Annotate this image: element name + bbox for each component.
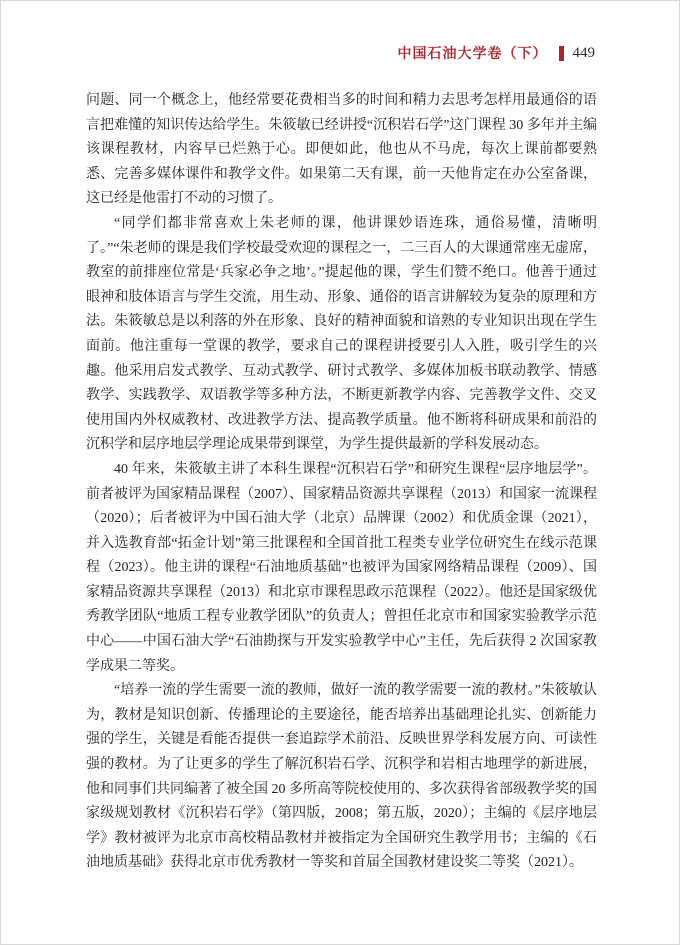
running-head-title: 中国石油大学卷（下）: [397, 45, 548, 61]
paragraph-3: 40 年来，朱筱敏主讲了本科生课程“沉积岩石学”和研究生课程“层序地层学”。前者被评为国家精品课程（2007）、国家精品资源共享课程（2013）和国家一流课程（2020）；后者被评为中国石油大学（北京）品牌课（2002）和优质金课（2021），并入选教育部“拓金计划”第三批课程和全国首批工程类专业学位研究生在线示范课程（2023）。他主讲的课程“石油地质基础”也被评为国家网络精品课程（2009）、国家精品资源共享课程（2013）和北京市课程思政示范课程（2022）。他还是国家级优秀教学团队“地质工程专业教学团队”的负责人；曾担任北京市和国家实验教学示范中心——中国石油大学“石油勘探与开发实验教学中心”主任，先后获得 2 次国家教学成果二等奖。: [86, 461, 597, 674]
paragraph-1: 问题、同一个概念上，他经常要花费相当多的时间和精力去思考怎样用最通俗的语言把难懂的知识传达给学生。朱筱敏已经讲授“沉积岩石学”这门课程 30 多年并主编该课程教材，内容早已烂熟于心。即便如此，他也从不马虎，每次上课前都要熟悉、完善多媒体课件和教学文件。如果第二天有课，前一天他肯定在办公室备课，这已经是他雷打不动的习惯了。: [86, 93, 597, 207]
page-body: [86, 89, 597, 876]
paragraph-4: “培养一流的学生需要一流的教师，做好一流的教学需要一流的教材。”朱筱敏认为，教材是知识创新、传播理论的主要途径，能否培养出基础理论扎实、创新能力强的学生，关键是看能否提供一套追踪学术前沿、反映世界学科发展方向、可读性强的教材。为了让更多的学生了解沉积岩石学、沉积学和岩相古地理学的新进展，他和同事们共同编著了被全国 20 多所高等院校使用的、多次获得省部级教学奖的国家级规划教材《沉积岩石学》（第四版，2008；第五版，2020）；主编的《层序地层学》教材被评为北京市高校精品教材并被指定为全国研究生教学用书；主编的《石油地质基础》获得北京市优秀教材一等奖和首届全国教材建设奖二等奖（2021）。: [86, 683, 597, 871]
header-divider-bar: [559, 46, 564, 61]
page-number: 449: [572, 44, 595, 61]
page-header: [398, 43, 596, 63]
paragraph-2: “同学们都非常喜欢上朱老师的课，他讲课妙语连珠，通俗易懂，清晰明了。”“朱老师的课是我们学校最受欢迎的课程之一，二三百人的大课通常座无虚席，教室的前排座位常是‘兵家必争之地’。”提起他的课，学生们赞不绝口。他善于通过眼神和肢体语言与学生交流，用生动、形象、通俗的语言讲解较为复杂的原理和方法。朱筱敏总是以利落的外在形象、良好的精神面貌和谙熟的专业知识出现在学生面前。他注重每一堂课的教学，要求自己的课程讲授要引人入胜，吸引学生的兴趣。他采用启发式教学、互动式教学、研讨式教学、多媒体加板书联动教学、情感教学、实践教学、双语教学等多种方法，不断更新教学内容、完善教学文件、交叉使用国内外权威教材、改进教学方法、提高教学质量。他不断将科研成果和前沿的沉积学和层序地层学理论成果带到课堂，为学生提供最新的学科发展动态。: [86, 215, 597, 453]
